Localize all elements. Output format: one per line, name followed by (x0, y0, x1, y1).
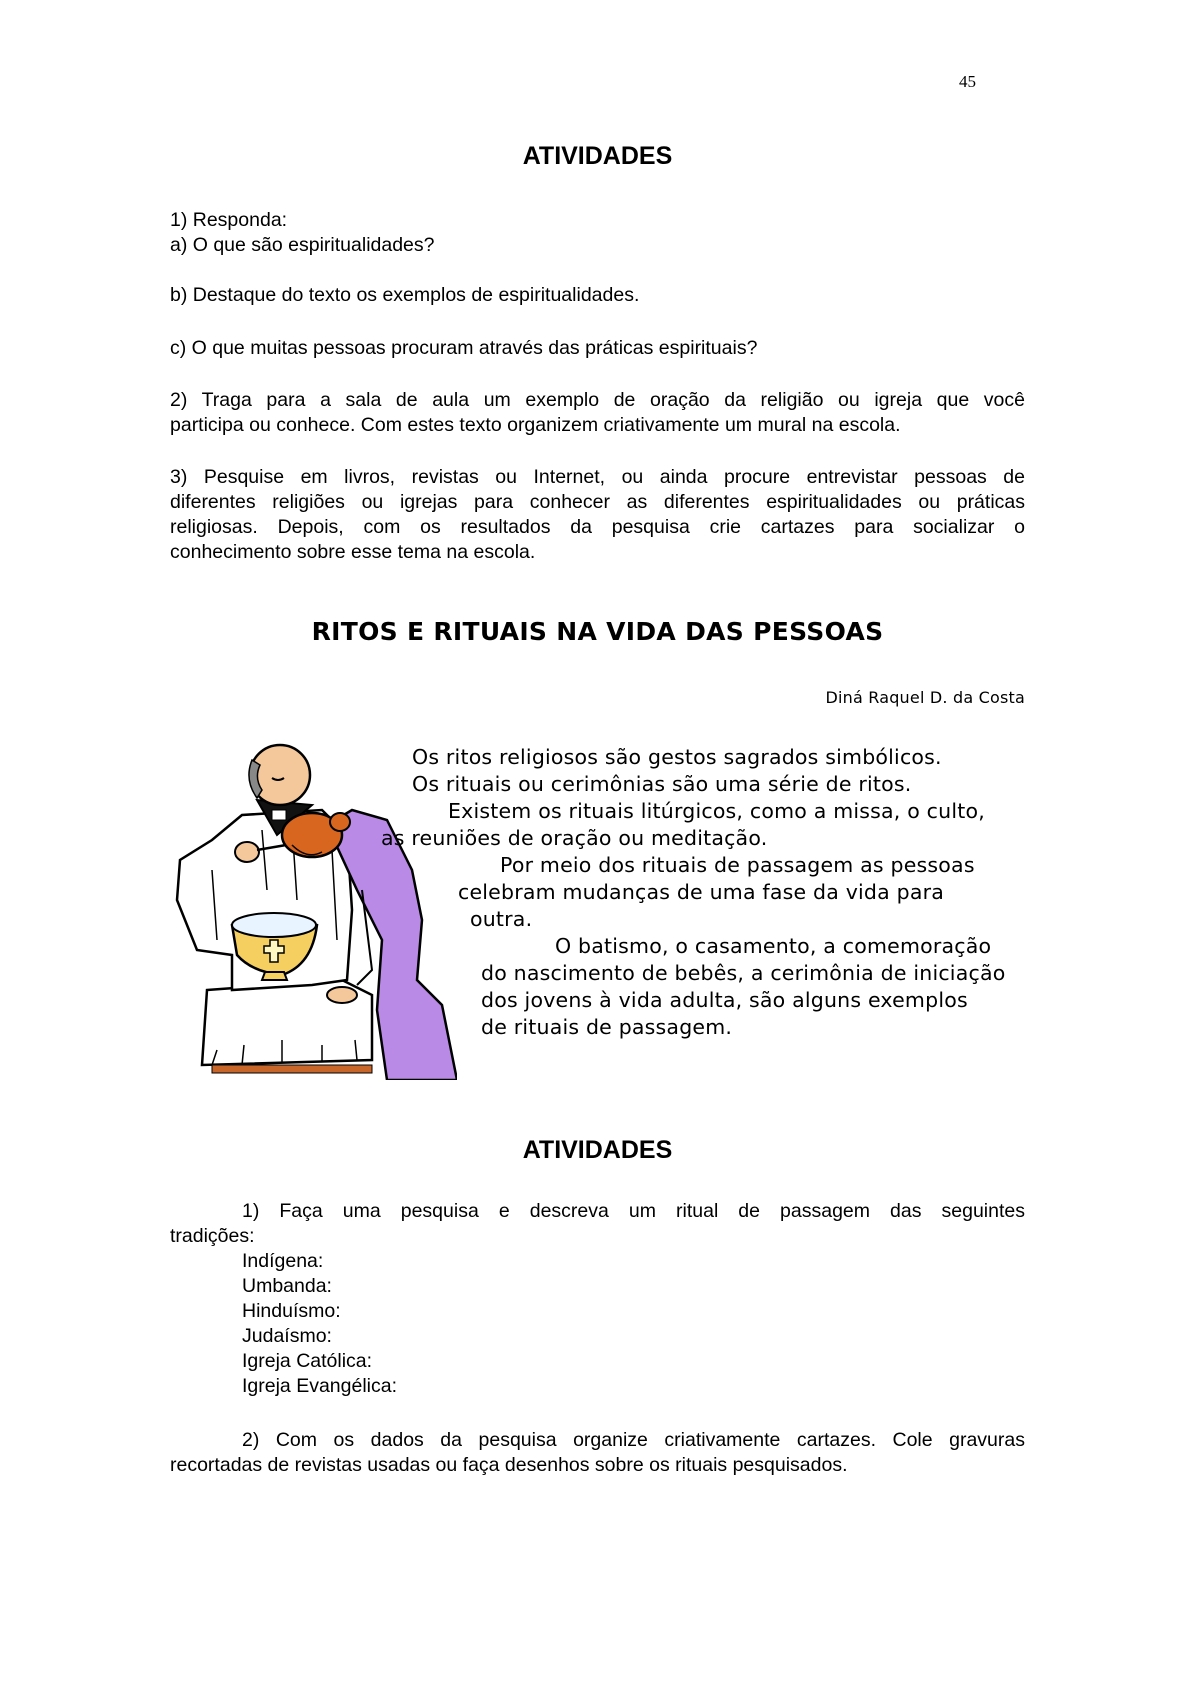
tradition-item: Indígena: (242, 1250, 324, 1272)
tradition-item: Igreja Evangélica: (242, 1375, 398, 1397)
question-1-label: 1) Responda: (170, 209, 288, 231)
question-2 (170, 388, 1025, 438)
tradition-item: Judaísmo: (242, 1325, 332, 1347)
article-title: RITOS E RITUAIS NA VIDA DAS PESSOAS (311, 617, 884, 646)
question-1c: c) O que muitas pessoas procuram através das práticas espirituais? (170, 337, 758, 359)
ritos-line-10: dos jovens à vida adulta, são alguns exemplos (481, 988, 968, 1012)
question-3-line-1: 3) Pesquise em livros, revistas ou Internet, ou ainda procure entrevistar pessoas de (170, 466, 1025, 488)
question-3 (170, 465, 1025, 565)
tradition-item: Hinduísmo: (242, 1300, 341, 1322)
activities-heading: ATIVIDADES (522, 142, 673, 170)
activity-2-question-2-line-1: 2) Com os dados da pesquisa organize criativamente cartazes. Cole gravuras (242, 1429, 1025, 1451)
question-3-line-4: conhecimento sobre esse tema na escola. (170, 541, 536, 563)
ritos-line-1: Os ritos religiosos são gestos sagrados simbólicos. (412, 745, 942, 769)
question-2-line-2: participa ou conhece. Com estes texto organizem criativamente um mural na escola. (170, 414, 901, 436)
activity-2-question-1 (170, 1199, 1025, 1399)
ritos-line-9: do nascimento de bebês, a cerimônia de iniciação (481, 961, 1006, 985)
ritos-line-8: O batismo, o casamento, a comemoração (555, 934, 992, 958)
tradition-item: Umbanda: (242, 1275, 332, 1297)
tradition-item: Igreja Católica: (242, 1350, 373, 1372)
ritos-line-7: outra. (470, 907, 533, 931)
ritos-line-6: celebram mudanças de uma fase da vida para (458, 880, 944, 904)
ritos-line-4: as reuniões de oração ou meditação. (381, 826, 768, 850)
activity-2-question-1-line-2: tradições: (170, 1225, 255, 1247)
article-author: Diná Raquel D. da Costa (825, 688, 1025, 707)
ritos-line-3: Existem os rituais litúrgicos, como a missa, o culto, (448, 799, 985, 823)
question-1a: a) O que são espiritualidades? (170, 234, 435, 256)
activities-heading-2: ATIVIDADES (522, 1136, 673, 1164)
question-2-line-1: 2) Traga para a sala de aula um exemplo de oração da religião ou igreja que você (170, 389, 1025, 411)
question-3-line-2: diferentes religiões ou igrejas para conhecer as diferentes espiritualidades ou práticas (170, 491, 1025, 513)
page-number: 45 (959, 72, 976, 91)
activity-2-question-2 (170, 1428, 1025, 1478)
question-1b: b) Destaque do texto os exemplos de espiritualidades. (170, 284, 640, 306)
activity-2-question-2-line-2: recortadas de revistas usadas ou faça desenhos sobre os rituais pesquisados. (170, 1454, 848, 1476)
ritos-line-11: de rituais de passagem. (481, 1015, 733, 1039)
ritos-line-2: Os rituais ou cerimônias são uma série de ritos. (412, 772, 912, 796)
question-3-line-3: religiosas. Depois, com os resultados da pesquisa crie cartazes para socializar o (170, 516, 1025, 538)
ritos-line-5: Por meio dos rituais de passagem as pessoas (500, 853, 975, 877)
activity-2-question-1-line-1: 1) Faça uma pesquisa e descreva um ritual de passagem das seguintes (242, 1200, 1025, 1222)
question-1 (170, 208, 1025, 258)
